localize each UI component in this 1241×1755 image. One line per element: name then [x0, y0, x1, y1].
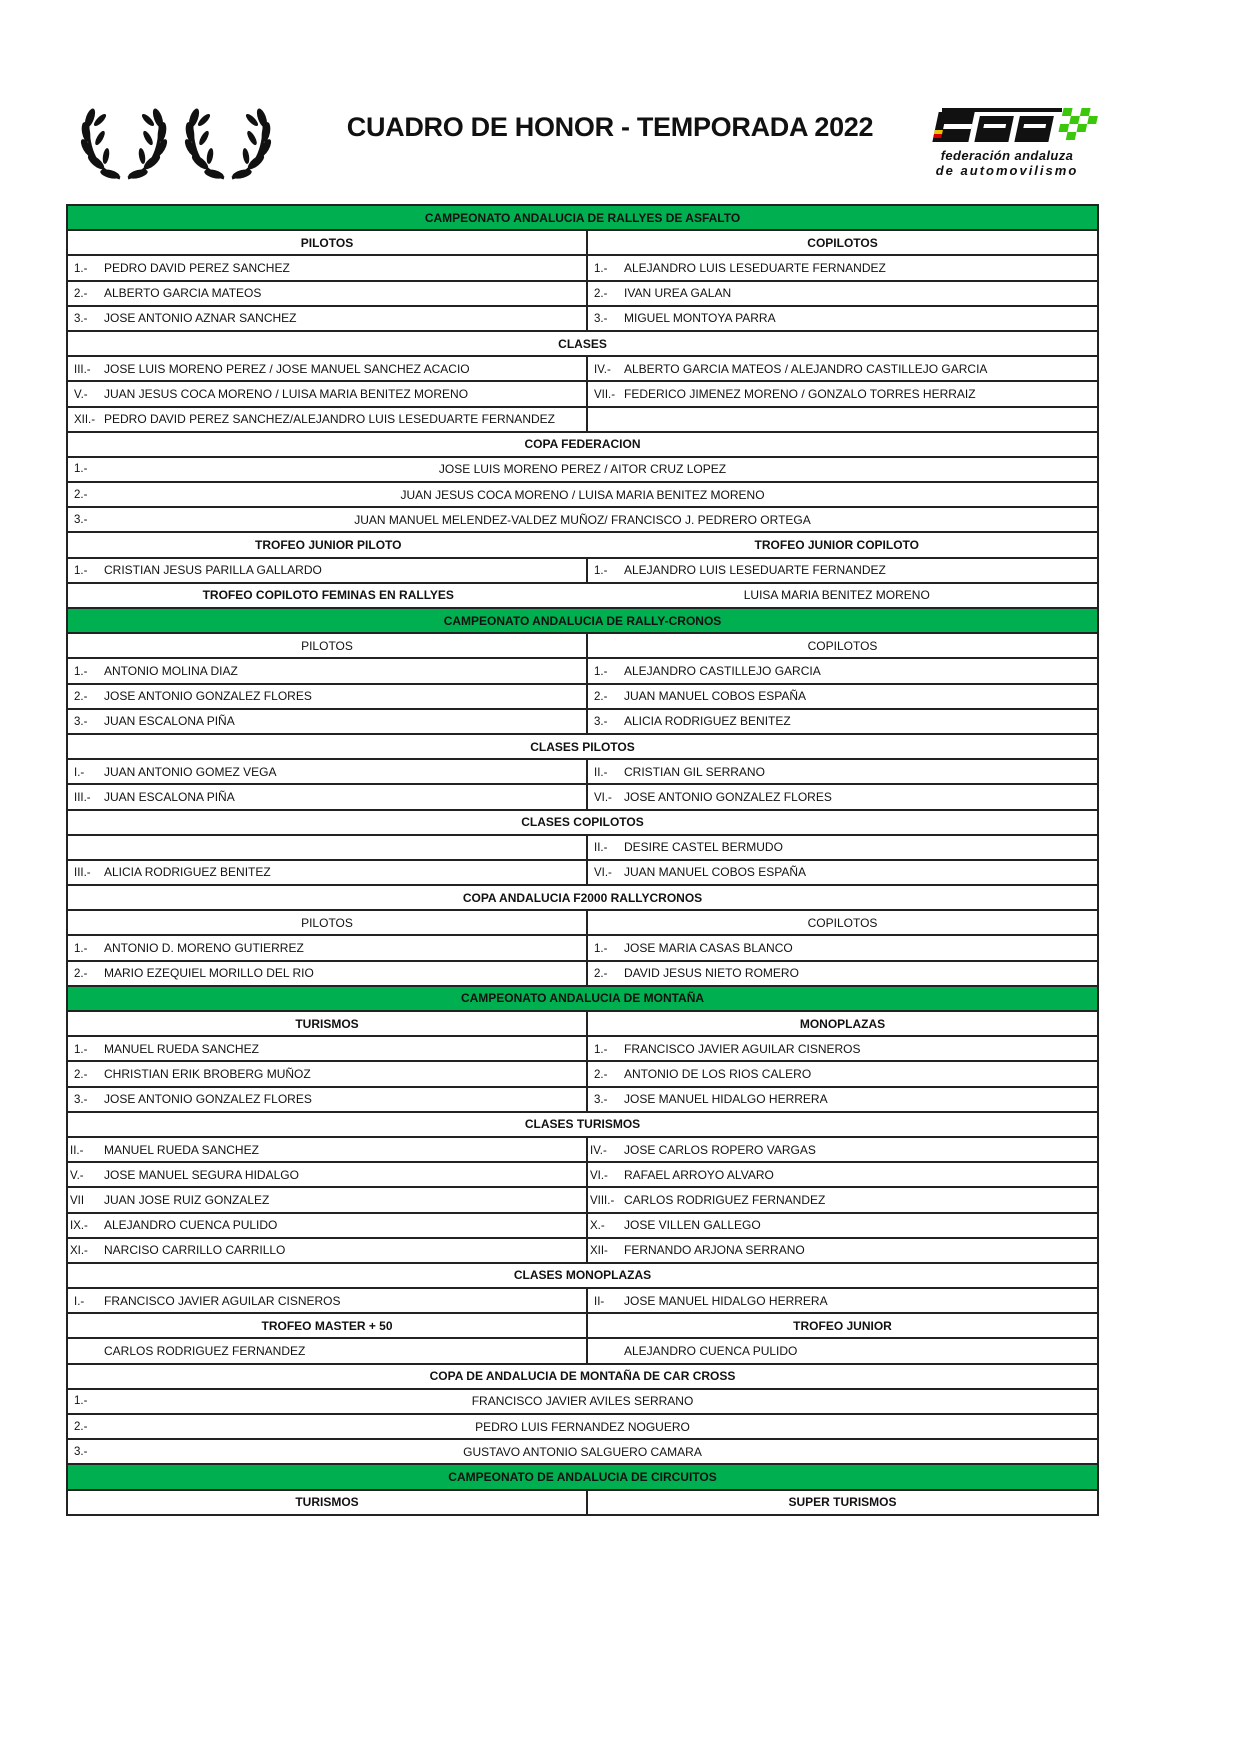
column-headers: TURISMOS SUPER TURISMOS	[67, 1490, 1098, 1515]
column-headers: PILOTOS COPILOTOS	[67, 230, 1098, 255]
table-row: 1.- PEDRO DAVID PEREZ SANCHEZ 1.- ALEJANDRO LUIS LESEDUARTE FERNANDEZ	[67, 255, 1098, 280]
subsection-header: COPA FEDERACION	[67, 432, 1098, 457]
subsection-header: CLASES	[67, 331, 1098, 356]
subsection-header: COPA DE ANDALUCIA DE MONTAÑA DE CAR CROSS	[67, 1364, 1098, 1389]
table-row: 3.- GUSTAVO ANTONIO SALGUERO CAMARA	[67, 1439, 1098, 1464]
subsection-header: CLASES COPILOTOS	[67, 810, 1098, 835]
table-row: TROFEO COPILOTO FEMINAS EN RALLYES LUISA MARIA BENITEZ MORENO	[67, 583, 1098, 608]
table-row: 1.- CRISTIAN JESUS PARILLA GALLARDO 1.- ALEJANDRO LUIS LESEDUARTE FERNANDEZ	[67, 558, 1098, 583]
faa-logo	[912, 106, 1102, 182]
table-row: 3.- JOSE ANTONIO AZNAR SANCHEZ 3.- MIGUEL MONTOYA PARRA	[67, 306, 1098, 331]
subsection-header: CLASES TURISMOS	[67, 1112, 1098, 1137]
table-row: 2.- JOSE ANTONIO GONZALEZ FLORES 2.- JUAN MANUEL COBOS ESPAÑA	[67, 684, 1098, 709]
table-row: III.- JOSE LUIS MORENO PEREZ / JOSE MANUEL SANCHEZ ACACIO IV.- ALBERTO GARCIA MATEOS / ALEJANDRO CASTILLEJO GARCIA	[67, 356, 1098, 381]
table-row: II.- MANUEL RUEDA SANCHEZ IV.- JOSE CARLOS ROPERO VARGAS	[67, 1137, 1098, 1162]
table-row: 2.- JUAN JESUS COCA MORENO / LUISA MARIA BENITEZ MORENO	[67, 482, 1098, 507]
table-row: CARLOS RODRIGUEZ FERNANDEZ ALEJANDRO CUENCA PULIDO	[67, 1338, 1098, 1363]
section-header-circuitos: CAMPEONATO DE ANDALUCIA DE CIRCUITOS	[67, 1464, 1098, 1489]
column-headers: PILOTOS COPILOTOS	[67, 633, 1098, 658]
section-header-montana: CAMPEONATO ANDALUCIA DE MONTAÑA	[67, 986, 1098, 1011]
table-row: 3.- JUAN ESCALONA PIÑA 3.- ALICIA RODRIGUEZ BENITEZ	[67, 709, 1098, 734]
laurel-wreath-icon	[76, 98, 172, 184]
section-header-asfalto: CAMPEONATO ANDALUCIA DE RALLYES DE ASFALTO	[67, 205, 1098, 230]
subsection-header: CLASES MONOPLAZAS	[67, 1263, 1098, 1288]
page-header	[0, 0, 1241, 200]
table-row: 2.- CHRISTIAN ERIK BROBERG MUÑOZ 2.- ANTONIO DE LOS RIOS CALERO	[67, 1061, 1098, 1086]
table-row: 2.- MARIO EZEQUIEL MORILLO DEL RIO 2.- DAVID JESUS NIETO ROMERO	[67, 961, 1098, 986]
table-row: 3.- JOSE ANTONIO GONZALEZ FLORES 3.- JOSE MANUEL HIDALGO HERRERA	[67, 1087, 1098, 1112]
table-row: III.- JUAN ESCALONA PIÑA VI.- JOSE ANTONIO GONZALEZ FLORES	[67, 784, 1098, 809]
table-row: 1.- MANUEL RUEDA SANCHEZ 1.- FRANCISCO JAVIER AGUILAR CISNEROS	[67, 1036, 1098, 1061]
table-row: XII.- PEDRO DAVID PEREZ SANCHEZ/ALEJANDRO LUIS LESEDUARTE FERNANDEZ	[67, 407, 1098, 432]
table-row: V.- JOSE MANUEL SEGURA HIDALGO VI.- RAFAEL ARROYO ALVARO	[67, 1162, 1098, 1187]
table-row: IX.- ALEJANDRO CUENCA PULIDO X.- JOSE VILLEN GALLEGO	[67, 1213, 1098, 1238]
column-headers: TURISMOS MONOPLAZAS	[67, 1011, 1098, 1036]
section-header-rally-cronos: CAMPEONATO ANDALUCIA DE RALLY-CRONOS	[67, 608, 1098, 633]
laurel-wreath-icon	[180, 98, 276, 184]
table-row: II.- DESIRE CASTEL BERMUDO	[67, 835, 1098, 860]
column-headers: TROFEO MASTER + 50 TROFEO JUNIOR	[67, 1313, 1098, 1338]
page-title: CUADRO DE HONOR - TEMPORADA 2022	[346, 112, 874, 142]
subsection-header: CLASES PILOTOS	[67, 734, 1098, 759]
table-row: 2.- ALBERTO GARCIA MATEOS 2.- IVAN UREA GALAN	[67, 281, 1098, 306]
table-row: 1.- JOSE LUIS MORENO PEREZ / AITOR CRUZ LOPEZ	[67, 457, 1098, 482]
honor-table	[66, 204, 1099, 1516]
table-row: 1.- FRANCISCO JAVIER AVILES SERRANO	[67, 1389, 1098, 1414]
table-row: VII JUAN JOSE RUIZ GONZALEZ VIII.- CARLOS RODRIGUEZ FERNANDEZ	[67, 1187, 1098, 1212]
logo-line-1: federación andaluza	[940, 148, 1074, 163]
table-row: XI.- NARCISO CARRILLO CARRILLO XII- FERNANDO ARJONA SERRANO	[67, 1238, 1098, 1263]
table-row: I.- FRANCISCO JAVIER AGUILAR CISNEROS II- JOSE MANUEL HIDALGO HERRERA	[67, 1288, 1098, 1313]
table-row: III.- ALICIA RODRIGUEZ BENITEZ VI.- JUAN MANUEL COBOS ESPAÑA	[67, 860, 1098, 885]
table-row: 1.- ANTONIO D. MORENO GUTIERREZ 1.- JOSE MARIA CASAS BLANCO	[67, 935, 1098, 960]
table-row: 3.- JUAN MANUEL MELENDEZ-VALDEZ MUÑOZ/ FRANCISCO J. PEDRERO ORTEGA	[67, 507, 1098, 532]
table-row: I.- JUAN ANTONIO GOMEZ VEGA II.- CRISTIAN GIL SERRANO	[67, 759, 1098, 784]
subsection-header: COPA ANDALUCIA F2000 RALLYCRONOS	[67, 885, 1098, 910]
table-row: 2.- PEDRO LUIS FERNANDEZ NOGUERO	[67, 1414, 1098, 1439]
faa-logo-icon	[912, 106, 1102, 146]
table-row: V.- JUAN JESUS COCA MORENO / LUISA MARIA BENITEZ MORENO VII.- FEDERICO JIMENEZ MORENO / GONZALO TORRES HERRAIZ	[67, 381, 1098, 406]
column-headers: PILOTOS COPILOTOS	[67, 910, 1098, 935]
logo-line-2: de automovilismo	[935, 163, 1079, 178]
subsection-header: TROFEO JUNIOR PILOTO TROFEO JUNIOR COPILOTO	[67, 532, 1098, 557]
table-row: 1.- ANTONIO MOLINA DIAZ 1.- ALEJANDRO CASTILLEJO GARCIA	[67, 658, 1098, 683]
